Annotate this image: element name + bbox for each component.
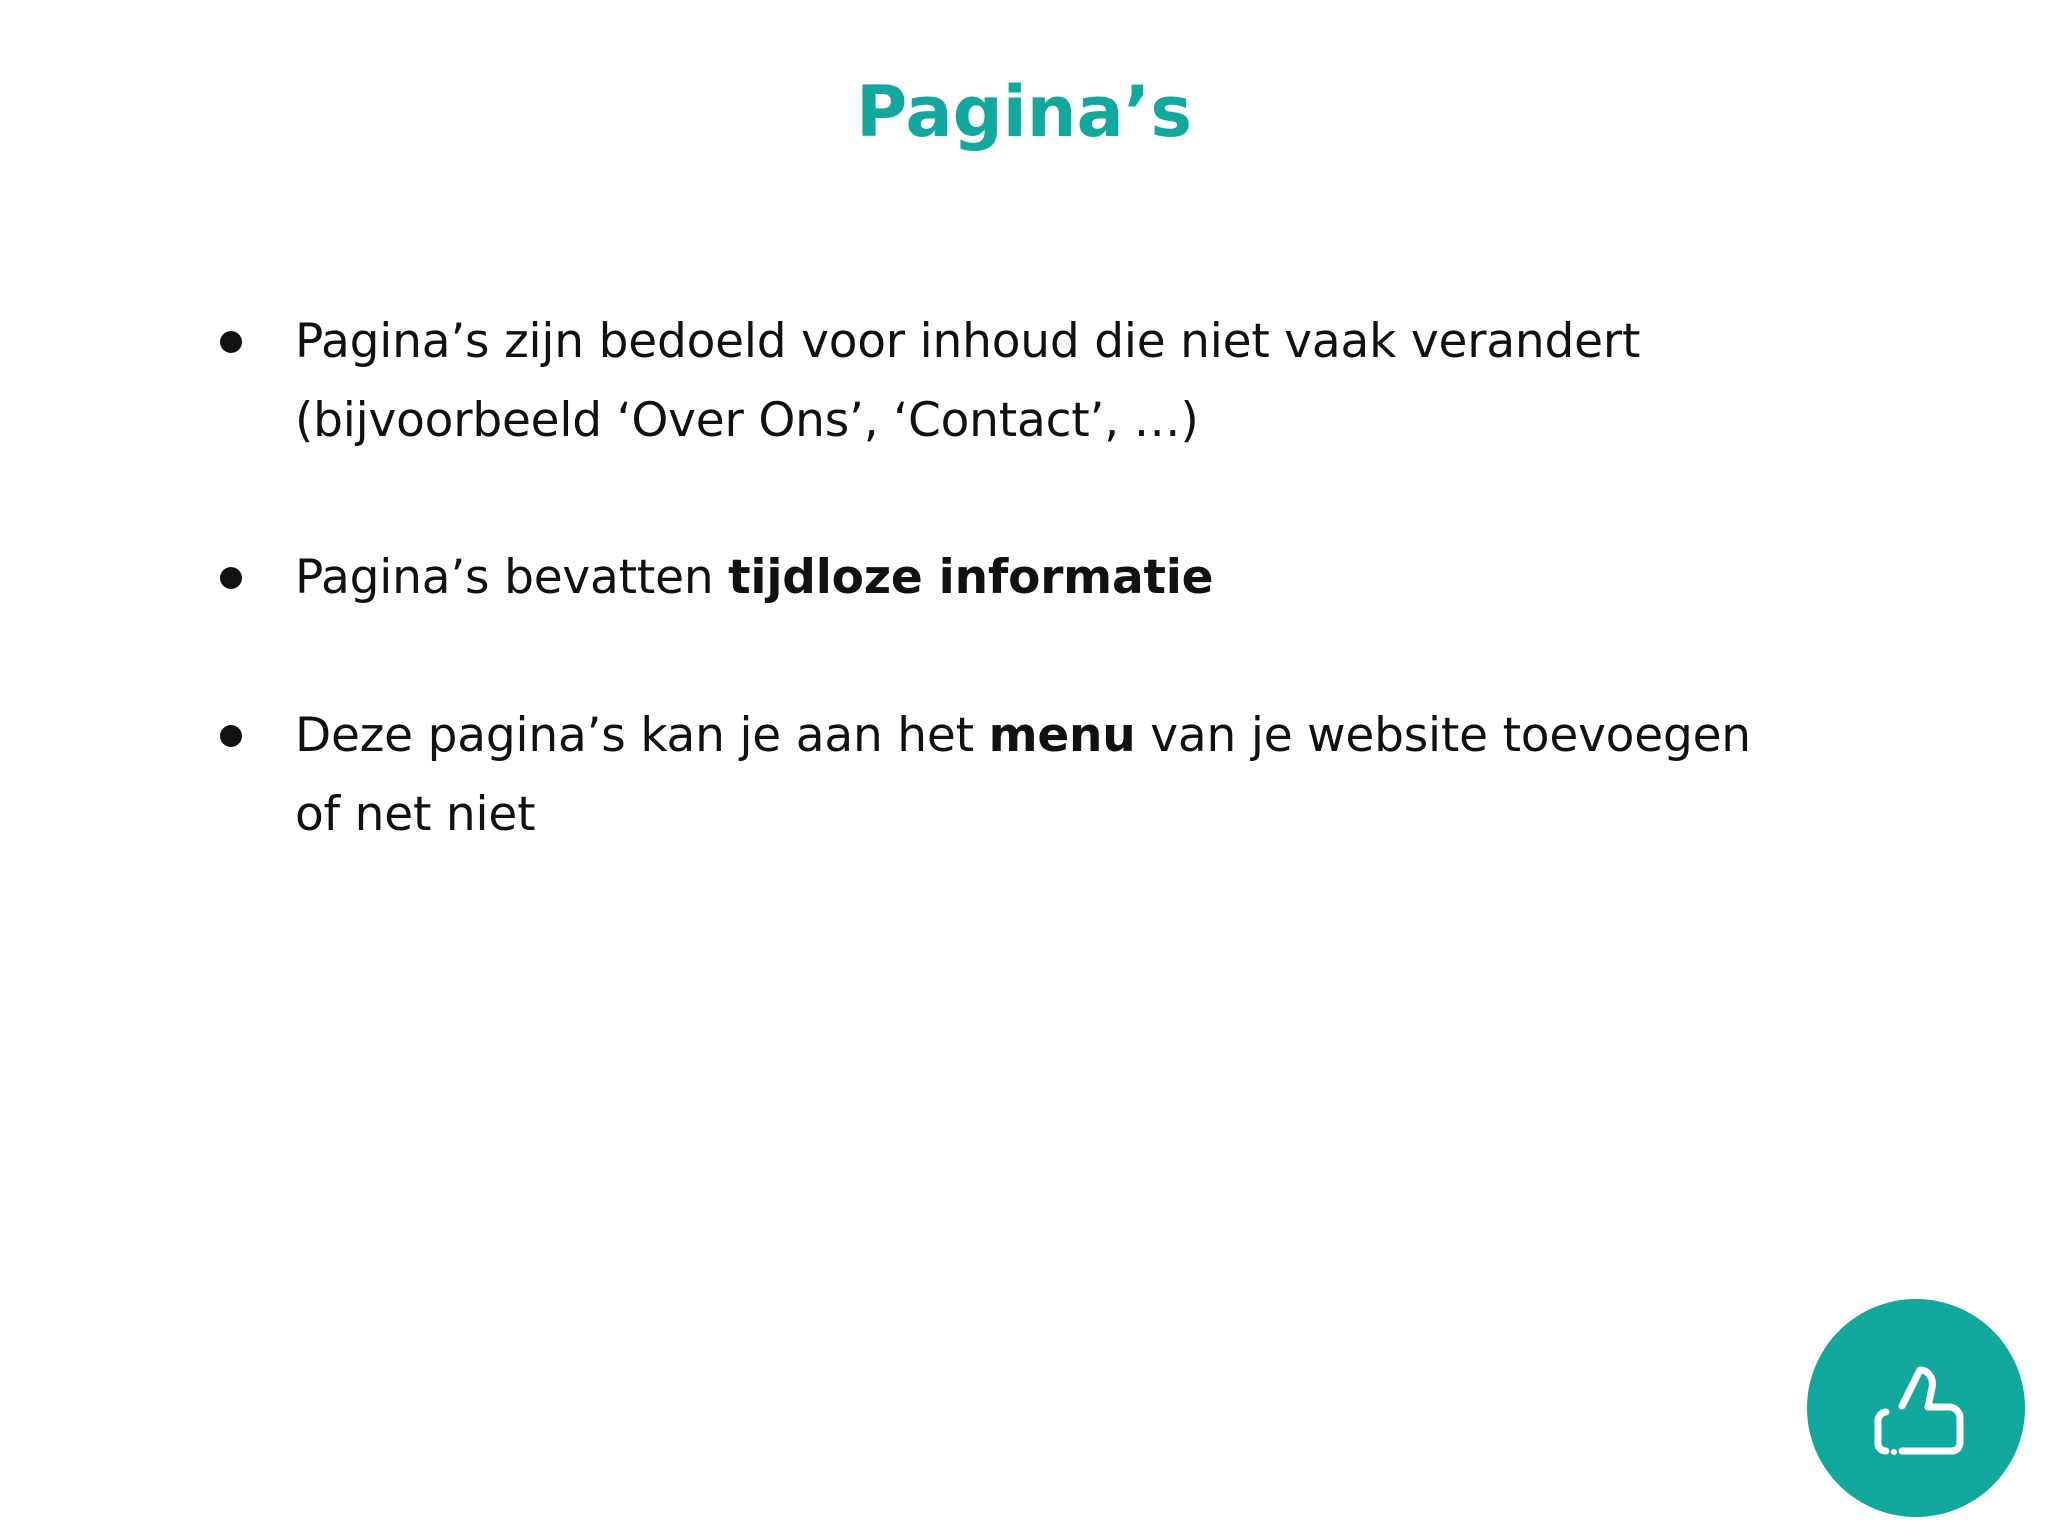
bullet-emphasis: tijdloze informatie — [728, 550, 1214, 605]
bullet-text — [295, 538, 1775, 617]
page-title: Pagina’s — [855, 71, 1193, 153]
bullet-prefix: Pagina’s bevatten — [295, 550, 729, 605]
bullet-suffix: van je website toevoegen — [1135, 708, 1751, 763]
bullet-text — [295, 302, 1775, 460]
bullet-text — [295, 696, 1775, 854]
thumbs-up-icon — [1856, 1348, 1976, 1468]
bullet-emphasis: menu — [988, 708, 1136, 763]
bullet-dot — [220, 725, 242, 747]
bullet-prefix: Deze pagina’s kan je aan het — [295, 708, 989, 763]
like-button[interactable] — [1807, 1299, 2025, 1517]
bullet-line: of net niet — [295, 787, 536, 842]
bullet-line: Pagina’s zijn bedoeld voor inhoud die niet vaak verandert — [295, 314, 1641, 369]
bullet-dot — [220, 331, 242, 353]
bullet-dot — [220, 567, 242, 589]
bullet-line: (bijvoorbeeld ‘Over Ons’, ‘Contact’, …) — [295, 393, 1199, 448]
